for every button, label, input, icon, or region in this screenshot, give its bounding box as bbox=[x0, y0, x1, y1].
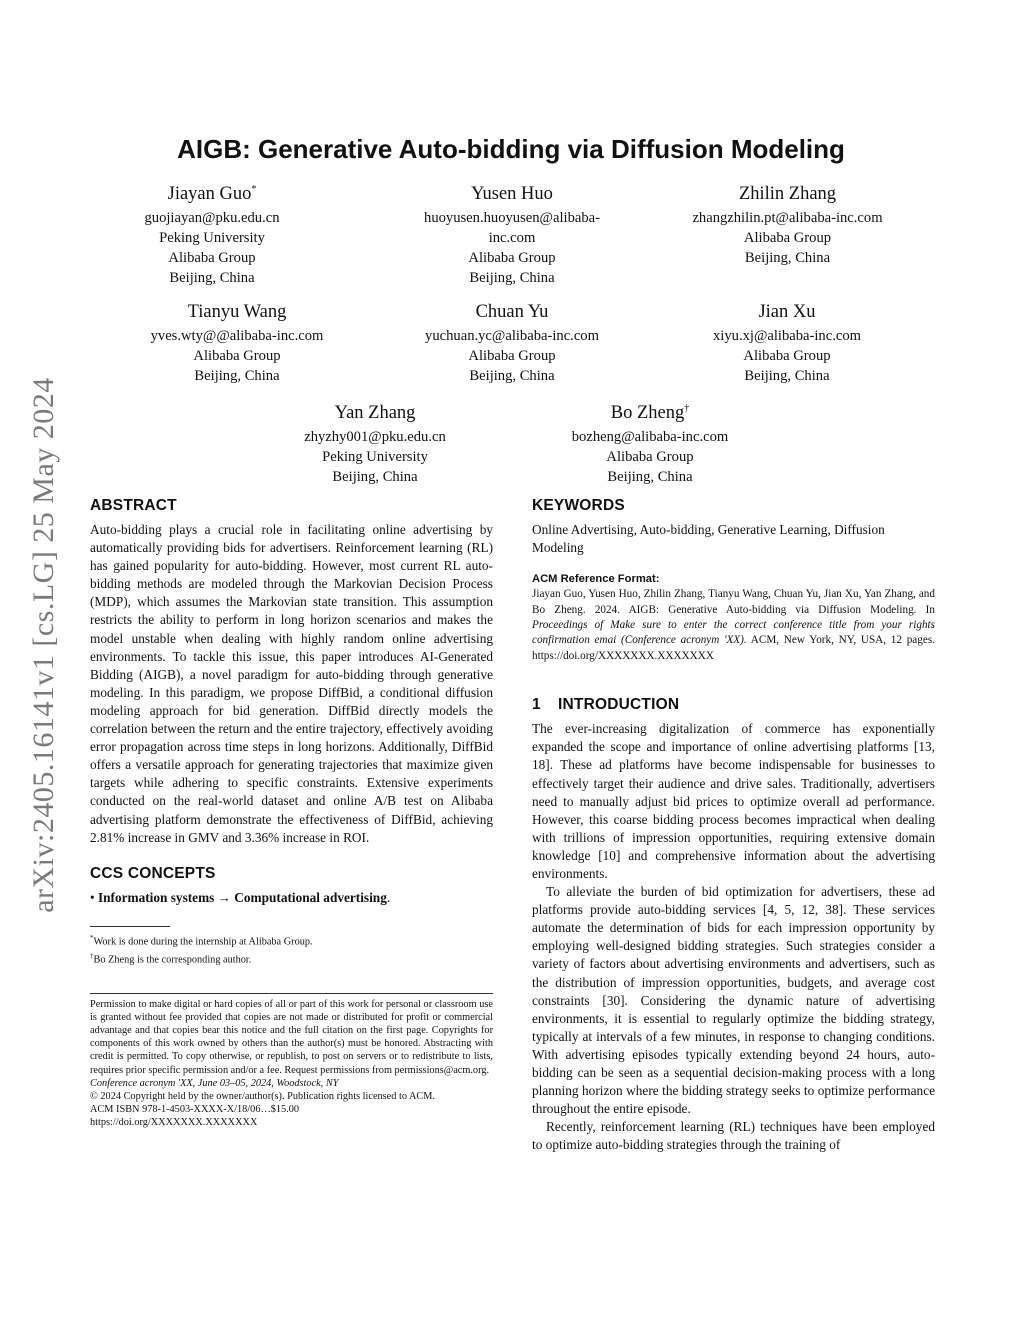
author-affiliation: Alibaba Group bbox=[468, 348, 556, 364]
author-affiliation: Alibaba Group bbox=[168, 250, 256, 266]
author-location: Beijing, China bbox=[607, 469, 693, 485]
author-block-yan-zhang bbox=[255, 401, 495, 487]
doi-line: https://doi.org/XXXXXXX.XXXXXXX bbox=[90, 1117, 258, 1129]
permission-text: Permission to make digital or hard copies of all or part of this work for personal or classroom use is granted without fee provided that copies are not made or distributed for profit or commercial advantage and that copies bear this notice and the full citation on the first page. Copyrights for components of this work owned by others than the author(s) must be honored. Abstracting with credit is permitted. To copy otherwise, or republish, to post on servers or to redistribute to lists, requires prior specific permission and/or a fee. Request permissions from permissions@acm.org. bbox=[90, 998, 493, 1076]
abstract-text: Auto-bidding plays a crucial role in facilitating online advertising by automatically providing bids for advertisers. Reinforcement learning (RL) has gained popularity for auto-bidding. However, most current RL auto-bidding methods are modeled through the Markovian Decision Process (MDP), which assumes the Markovian state transition. This assumption restricts the ability to perform in long horizon scenarios and makes the model unstable when dealing with highly random online advertising environments. To tackle this issue, this paper introduces AI-Generated Bidding (AIGB), a novel paradigm for auto-bidding through generative modeling. In this paradigm, we propose DiffBid, a conditional diffusion modeling approach for bid generation. DiffBid directly models the correlation between the return and the entire trajectory, effectively avoiding error propagation across time steps in long horizons. Additionally, DiffBid offers a versatile approach for generating trajectories that maximize given targets while adhering to specific constraints. Extensive experiments conducted on the real-world dataset and online A/B test on Alibaba advertising platform demonstrate the effectiveness of DiffBid, achieving 2.81% increase in GMV and 3.36% increase in ROI. bbox=[90, 522, 493, 845]
author-email: guojiayan@pku.edu.cn bbox=[144, 210, 280, 226]
author-location: Beijing, China bbox=[744, 368, 830, 384]
author-email-continued: inc.com bbox=[488, 230, 536, 246]
author-location: Beijing, China bbox=[332, 469, 418, 485]
arxiv-identifier-text: arXiv:2405.16141v1 [cs.LG] 25 May 2024 bbox=[27, 377, 60, 913]
permission-rule bbox=[90, 993, 493, 994]
right-column bbox=[532, 497, 935, 1154]
author-affiliation: Alibaba Group bbox=[743, 230, 832, 246]
author-email: zhyzhy001@pku.edu.cn bbox=[304, 429, 446, 445]
author-name: Yan Zhang bbox=[334, 403, 416, 423]
keywords-text: Online Advertising, Auto-bidding, Generative Learning, Diffusion Modeling bbox=[532, 522, 885, 556]
left-column bbox=[90, 497, 493, 1130]
author-name: Tianyu Wang bbox=[187, 302, 287, 322]
acm-reference-text: Jiayan Guo, Yusen Huo, Zhilin Zhang, Tianyu Wang, Chuan Yu, Jian Xu, Yan Zhang, and Bo Zheng. 2024. AIGB: Generative Auto-bidding via Diffusion Modeling. In Proceedings of Make sure to enter the correct conference title from your rights confirmation emai (Conference acronym 'XX). ACM, New York, NY, USA, 12 pages. https://doi.org/XXXXXXX.XXXXXXX bbox=[532, 588, 935, 662]
author-location: Beijing, China bbox=[744, 250, 831, 266]
author-name: Zhilin Zhang bbox=[738, 184, 837, 204]
arxiv-identifier-stamp bbox=[20, 345, 68, 945]
author-location: Beijing, China bbox=[194, 368, 280, 384]
isbn-line: ACM ISBN 978-1-4503-XXXX-X/18/06…$15.00 bbox=[90, 1104, 300, 1116]
author-name: Chuan Yu bbox=[475, 302, 549, 322]
keywords-heading: KEYWORDS bbox=[532, 497, 625, 514]
paper-title: AIGB: Generative Auto-bidding via Diffusion Modeling bbox=[177, 134, 845, 164]
author-email: huoyusen.huoyusen@alibaba- bbox=[424, 210, 600, 226]
footnote-work: *Work is done during the internship at Alibaba Group. bbox=[90, 933, 313, 948]
author-location: Beijing, China bbox=[169, 270, 255, 286]
abstract-heading: ABSTRACT bbox=[90, 497, 177, 514]
intro-paragraph-3: Recently, reinforcement learning (RL) techniques have been employed to optimize auto-bidding strategies through the training of bbox=[532, 1119, 935, 1153]
introduction-heading: 1 INTRODUCTION bbox=[532, 696, 680, 714]
conference-line: Conference acronym 'XX, June 03–05, 2024, Woodstock, NY bbox=[90, 1077, 339, 1089]
author-email: xiyu.xj@alibaba-inc.com bbox=[713, 328, 861, 344]
author-mark: † bbox=[684, 402, 690, 414]
acm-reference-heading: ACM Reference Format: bbox=[532, 573, 660, 586]
author-name: Jiayan Guo* bbox=[167, 183, 257, 204]
author-location: Beijing, China bbox=[469, 368, 555, 384]
author-email: zhangzhilin.pt@alibaba-inc.com bbox=[692, 210, 883, 226]
author-affiliation: Peking University bbox=[159, 230, 265, 246]
acm-reference bbox=[532, 573, 935, 664]
author-block-zhilin-zhang bbox=[665, 182, 910, 268]
author-block-jian-xu bbox=[667, 300, 907, 386]
author-block-tianyu-wang bbox=[117, 300, 357, 386]
author-email: bozheng@alibaba-inc.com bbox=[571, 429, 729, 445]
author-mark: * bbox=[251, 183, 257, 195]
footnote-rule bbox=[90, 926, 170, 927]
intro-paragraph-1: The ever-increasing digitalization of commerce has exponentially expanded the scope and importance of online advertising platforms [13, 18]. These ad platforms have become indispensable for businesses to effectively target their audience and drive sales. Traditionally, advertisers need to manually adjust bid prices to optimize overall ad performance. However, this coarse bidding process becomes impractical when dealing with trillions of impression opportunities, requiring extensive domain knowledge [10] and comprehensive information about the advertising environments. bbox=[532, 721, 935, 881]
author-affiliation: Alibaba Group bbox=[193, 348, 281, 364]
author-name: Bo Zheng† bbox=[610, 402, 690, 423]
author-email: yves.wty@@alibaba-inc.com bbox=[150, 328, 324, 344]
author-block-bo-zheng bbox=[530, 401, 770, 487]
ccs-heading: CCS CONCEPTS bbox=[90, 864, 216, 882]
copyright-line: © 2024 Copyright held by the owner/author(s). Publication rights licensed to ACM. bbox=[90, 1090, 436, 1102]
author-block-yusen-huo bbox=[392, 182, 632, 288]
permission-block bbox=[90, 993, 493, 1130]
author-affiliation: Alibaba Group bbox=[468, 250, 556, 266]
author-affiliation: Alibaba Group bbox=[606, 449, 694, 465]
author-location: Beijing, China bbox=[469, 270, 555, 286]
author-affiliation: Peking University bbox=[322, 449, 428, 465]
author-email: yuchuan.yc@alibaba-inc.com bbox=[425, 328, 599, 344]
author-block-jiayan-guo bbox=[92, 182, 332, 288]
intro-paragraph-2: To alleviate the burden of bid optimization for advertisers, these ad platforms provide auto-bidding services [4, 5, 12, 38]. These services automate the determination of bids for each impression opportunity by employing well-designed bidding strategies. Such strategies consider a variety of factors about advertising environments and advertisers, such as the distribution of impression opportunities, budgets, and average cost constraints [30]. Considering the dynamic nature of advertising environments, it is essential to regularly optimize the bidding strategy, typically at intervals of a few minutes, in response to changing conditions. With advertising episodes typically extending beyond 24 hours, auto-bidding can be seen as a sequential decision-making process with a long planning horizon where the bidding strategy seeks to optimize performance throughout the entire episode. bbox=[532, 884, 935, 1117]
author-block-chuan-yu bbox=[392, 300, 632, 386]
author-affiliation: Alibaba Group bbox=[743, 348, 831, 364]
author-name: Yusen Huo bbox=[471, 184, 553, 204]
footnotes bbox=[90, 926, 493, 968]
author-name: Jian Xu bbox=[758, 302, 816, 322]
footnote-corresponding: †Bo Zheng is the corresponding author. bbox=[90, 952, 252, 966]
ccs-concept: • Information systems → Computational advertising. bbox=[90, 889, 391, 905]
